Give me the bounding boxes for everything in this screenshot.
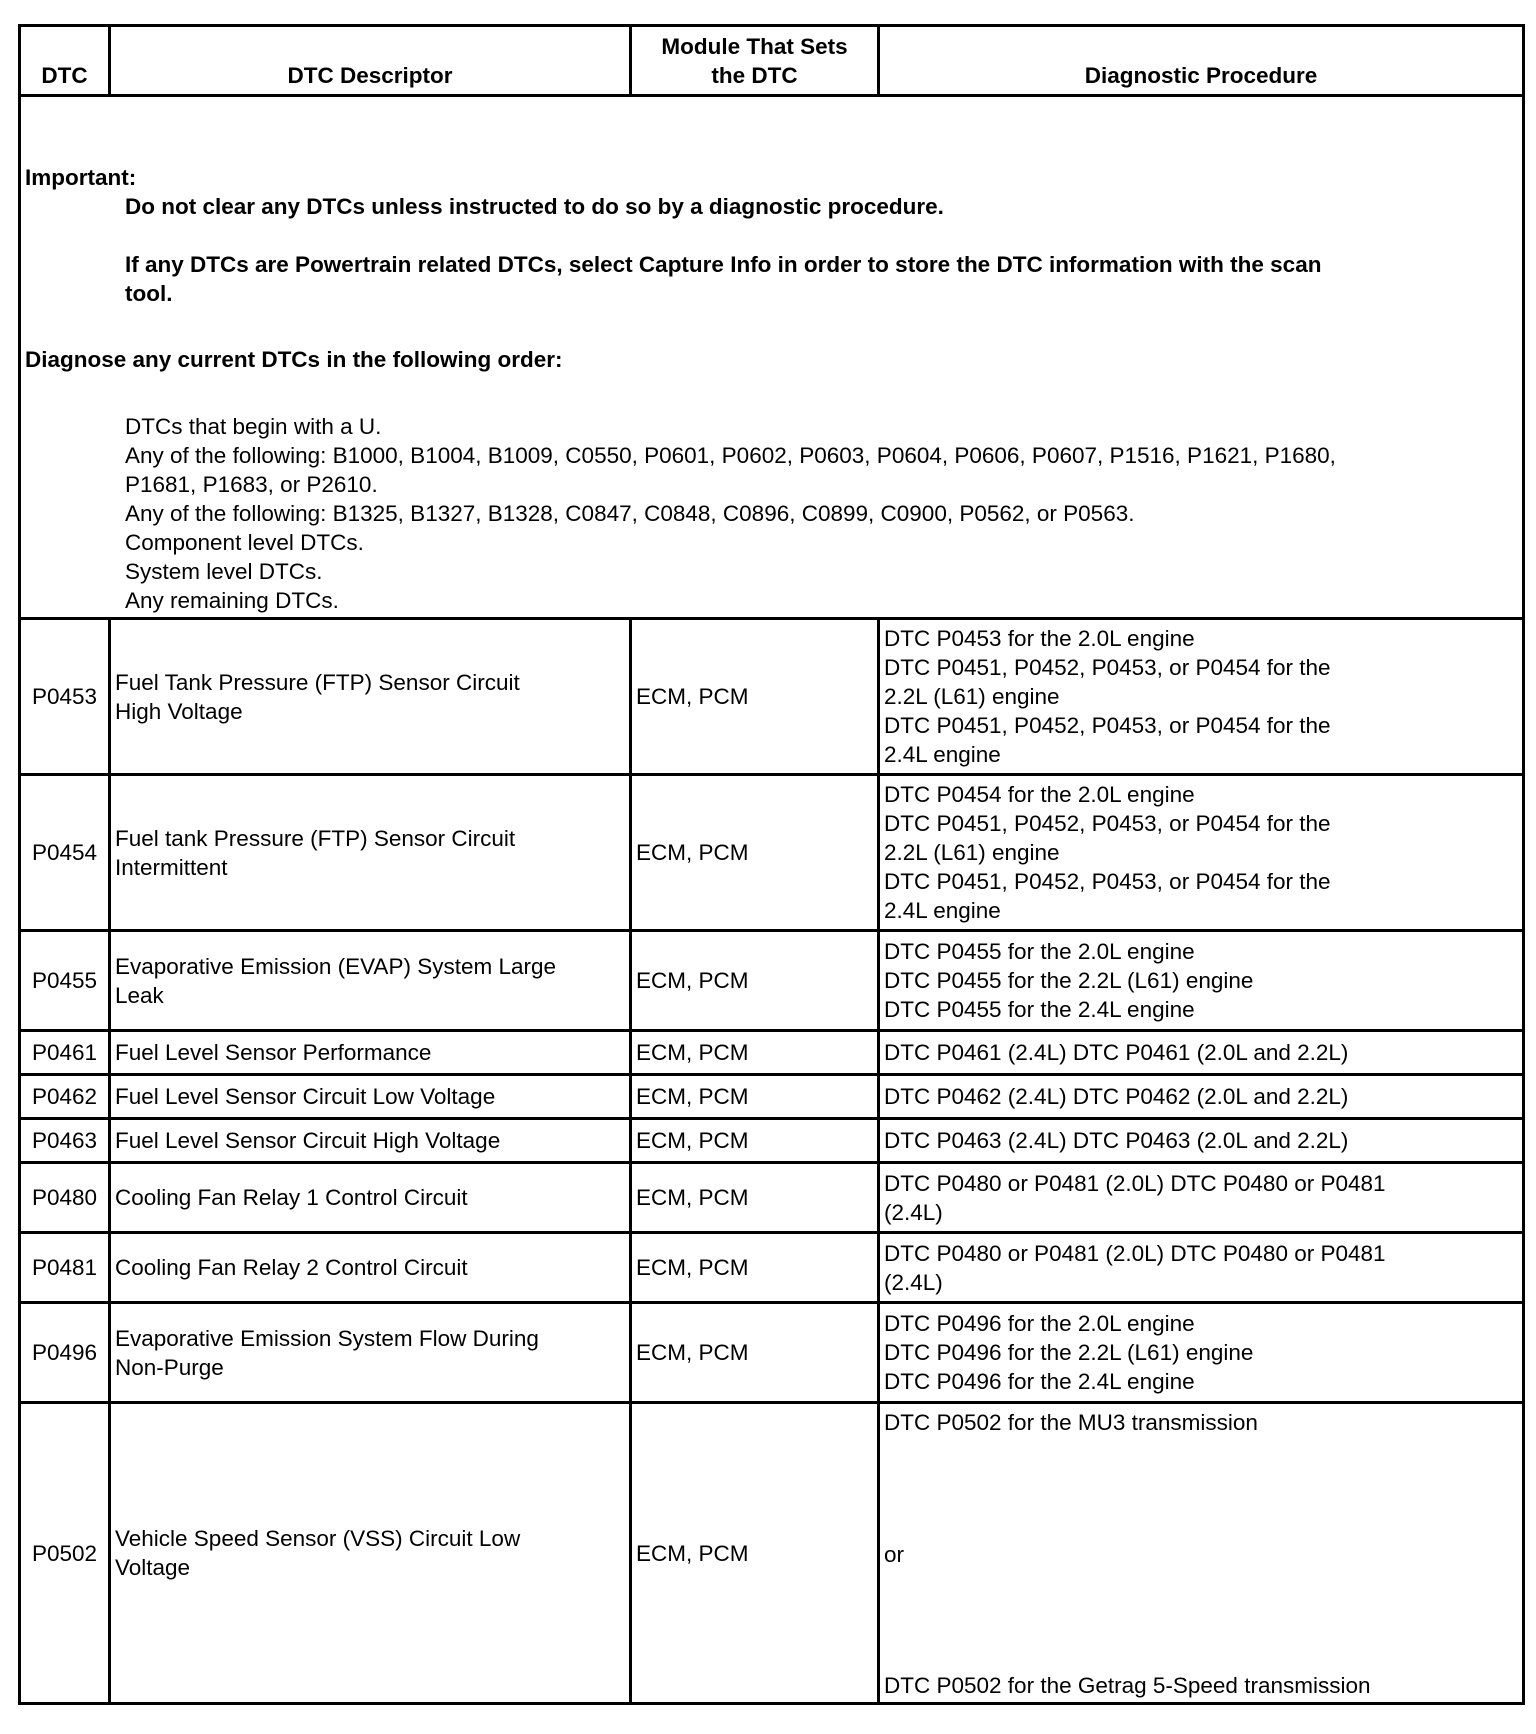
- important-label: Important:: [25, 165, 137, 190]
- dtc-code: P0454: [20, 775, 110, 931]
- dtc-procedure[interactable]: DTC P0461 (2.4L) DTC P0461 (2.0L and 2.2L): [879, 1031, 1524, 1075]
- header-dtc: DTC: [20, 26, 110, 96]
- descriptor-line: Fuel tank Pressure (FTP) Sensor Circuit: [115, 825, 516, 851]
- dtc-module: ECM, PCM: [631, 1119, 879, 1163]
- order-item: Component level DTCs.: [125, 530, 364, 555]
- procedure-line[interactable]: DTC P0480 or P0481 (2.0L) DTC P0480 or P0481: [884, 1240, 1386, 1266]
- dtc-module: ECM, PCM: [631, 931, 879, 1031]
- table-row: [20, 619, 1524, 775]
- descriptor-line: Vehicle Speed Sensor (VSS) Circuit Low: [115, 1526, 521, 1551]
- procedure-line[interactable]: DTC P0453 for the 2.0L engine: [884, 626, 1195, 651]
- procedure-line[interactable]: DTC P0496 for the 2.0L engine: [884, 1311, 1195, 1336]
- procedure-line[interactable]: DTC P0455 for the 2.0L engine: [884, 939, 1195, 964]
- dtc-descriptor: [110, 619, 631, 775]
- table-row: [20, 1403, 1524, 1704]
- procedure-line[interactable]: DTC P0451, P0452, P0453, or P0454 for the: [884, 811, 1331, 836]
- descriptor-line: Non-Purge: [115, 1354, 224, 1380]
- table-row: [20, 1233, 1524, 1303]
- procedure-line[interactable]: DTC P0496 for the 2.2L (L61) engine: [884, 1340, 1254, 1365]
- dtc-descriptor: Fuel Level Sensor Circuit High Voltage: [110, 1119, 631, 1163]
- dtc-descriptor: Fuel Level Sensor Performance: [110, 1031, 631, 1075]
- order-item: System level DTCs.: [125, 559, 323, 584]
- dtc-code: P0453: [20, 619, 110, 775]
- table-row: [20, 1075, 1524, 1119]
- table-row: [20, 1031, 1524, 1075]
- descriptor-line: Voltage: [115, 1555, 191, 1580]
- procedure-or: or: [884, 1541, 905, 1567]
- notes-cell: [20, 96, 1524, 619]
- header-procedure: Diagnostic Procedure: [879, 26, 1524, 96]
- dtc-procedure: [879, 619, 1524, 775]
- dtc-module: ECM, PCM: [631, 1163, 879, 1233]
- notes-row: [20, 96, 1524, 619]
- important-note-2-line2: tool.: [125, 281, 173, 306]
- important-note-1: Do not clear any DTCs unless instructed to do so by a diagnostic procedure.: [125, 194, 944, 219]
- procedure-line[interactable]: 2.4L engine: [884, 742, 1001, 767]
- order-list: [25, 412, 1518, 615]
- descriptor-line: Evaporative Emission System Flow During: [115, 1325, 539, 1351]
- header-module: [631, 26, 879, 96]
- dtc-code: P0461: [20, 1031, 110, 1075]
- table-row: [20, 931, 1524, 1031]
- dtc-descriptor: Cooling Fan Relay 2 Control Circuit: [110, 1233, 631, 1303]
- dtc-code: P0455: [20, 931, 110, 1031]
- order-item: DTCs that begin with a U.: [125, 414, 382, 439]
- dtc-procedure: [879, 1303, 1524, 1403]
- header-row: [20, 26, 1524, 96]
- order-item: Any remaining DTCs.: [125, 588, 339, 613]
- procedure-line[interactable]: DTC P0451, P0452, P0453, or P0454 for the: [884, 655, 1331, 680]
- order-item: P1681, P1683, or P2610.: [125, 472, 378, 497]
- dtc-code: P0496: [20, 1303, 110, 1403]
- dtc-code: P0463: [20, 1119, 110, 1163]
- dtc-descriptor: [110, 1403, 631, 1704]
- header-module-line2: the DTC: [711, 63, 798, 88]
- dtc-descriptor: Cooling Fan Relay 1 Control Circuit: [110, 1163, 631, 1233]
- dtc-code: P0462: [20, 1075, 110, 1119]
- dtc-descriptor: [110, 1303, 631, 1403]
- header-module-line1: Module That Sets: [661, 34, 848, 59]
- dtc-module: ECM, PCM: [631, 1403, 879, 1704]
- procedure-line[interactable]: DTC P0502 for the Getrag 5-Speed transmission: [884, 1673, 1371, 1698]
- table-row: [20, 1163, 1524, 1233]
- dtc-procedure[interactable]: DTC P0462 (2.4L) DTC P0462 (2.0L and 2.2L): [879, 1075, 1524, 1119]
- dtc-procedure[interactable]: DTC P0463 (2.4L) DTC P0463 (2.0L and 2.2L): [879, 1119, 1524, 1163]
- procedure-line[interactable]: DTC P0455 for the 2.2L (L61) engine: [884, 968, 1254, 993]
- descriptor-line: Intermittent: [115, 854, 228, 880]
- header-descriptor: DTC Descriptor: [110, 26, 631, 96]
- procedure-line[interactable]: 2.2L (L61) engine: [884, 840, 1060, 865]
- procedure-line[interactable]: DTC P0455 for the 2.4L engine: [884, 997, 1195, 1022]
- procedure-line[interactable]: 2.2L (L61) engine: [884, 684, 1060, 709]
- dtc-module: ECM, PCM: [631, 1031, 879, 1075]
- procedure-line[interactable]: (2.4L): [884, 1269, 943, 1295]
- procedure-line[interactable]: DTC P0502 for the MU3 transmission: [884, 1410, 1258, 1435]
- important-note-2-line1: If any DTCs are Powertrain related DTCs, select Capture Info in order to store the DTC information with the scan: [125, 252, 1322, 277]
- descriptor-line: Evaporative Emission (EVAP) System Large: [115, 953, 557, 979]
- procedure-line[interactable]: DTC P0454 for the 2.0L engine: [884, 782, 1195, 807]
- procedure-line[interactable]: DTC P0496 for the 2.4L engine: [884, 1369, 1195, 1394]
- dtc-code: P0481: [20, 1233, 110, 1303]
- dtc-procedure: [879, 931, 1524, 1031]
- order-item: Any of the following: B1000, B1004, B1009, C0550, P0601, P0602, P0603, P0604, P0606, P0607, P1516, P1621, P1680,: [125, 443, 1336, 468]
- procedure-line[interactable]: DTC P0480 or P0481 (2.0L) DTC P0480 or P0481: [884, 1170, 1386, 1196]
- dtc-module: ECM, PCM: [631, 775, 879, 931]
- dtc-module: ECM, PCM: [631, 1233, 879, 1303]
- table-row: [20, 1303, 1524, 1403]
- table-row: [20, 775, 1524, 931]
- descriptor-line: Fuel Tank Pressure (FTP) Sensor Circuit: [115, 669, 520, 695]
- procedure-line[interactable]: DTC P0451, P0452, P0453, or P0454 for the: [884, 869, 1331, 894]
- dtc-procedure[interactable]: [879, 1163, 1524, 1233]
- dtc-procedure: [879, 1403, 1524, 1704]
- order-label: Diagnose any current DTCs in the following order:: [25, 347, 563, 372]
- descriptor-line: High Voltage: [115, 698, 243, 724]
- descriptor-line: Leak: [115, 982, 164, 1008]
- dtc-descriptor: [110, 931, 631, 1031]
- dtc-code: P0480: [20, 1163, 110, 1233]
- dtc-module: ECM, PCM: [631, 1075, 879, 1119]
- dtc-procedure: [879, 775, 1524, 931]
- table-row: [20, 1119, 1524, 1163]
- procedure-line[interactable]: (2.4L): [884, 1199, 943, 1225]
- dtc-module: ECM, PCM: [631, 619, 879, 775]
- dtc-descriptor: Fuel Level Sensor Circuit Low Voltage: [110, 1075, 631, 1119]
- dtc-table: [18, 24, 1525, 1705]
- procedure-line[interactable]: 2.4L engine: [884, 898, 1001, 923]
- dtc-procedure[interactable]: [879, 1233, 1524, 1303]
- order-item: Any of the following: B1325, B1327, B1328, C0847, C0848, C0896, C0899, C0900, P0562, or P0563.: [125, 501, 1135, 526]
- dtc-code: P0502: [20, 1403, 110, 1704]
- dtc-module: ECM, PCM: [631, 1303, 879, 1403]
- dtc-descriptor: [110, 775, 631, 931]
- procedure-line[interactable]: DTC P0451, P0452, P0453, or P0454 for the: [884, 713, 1331, 738]
